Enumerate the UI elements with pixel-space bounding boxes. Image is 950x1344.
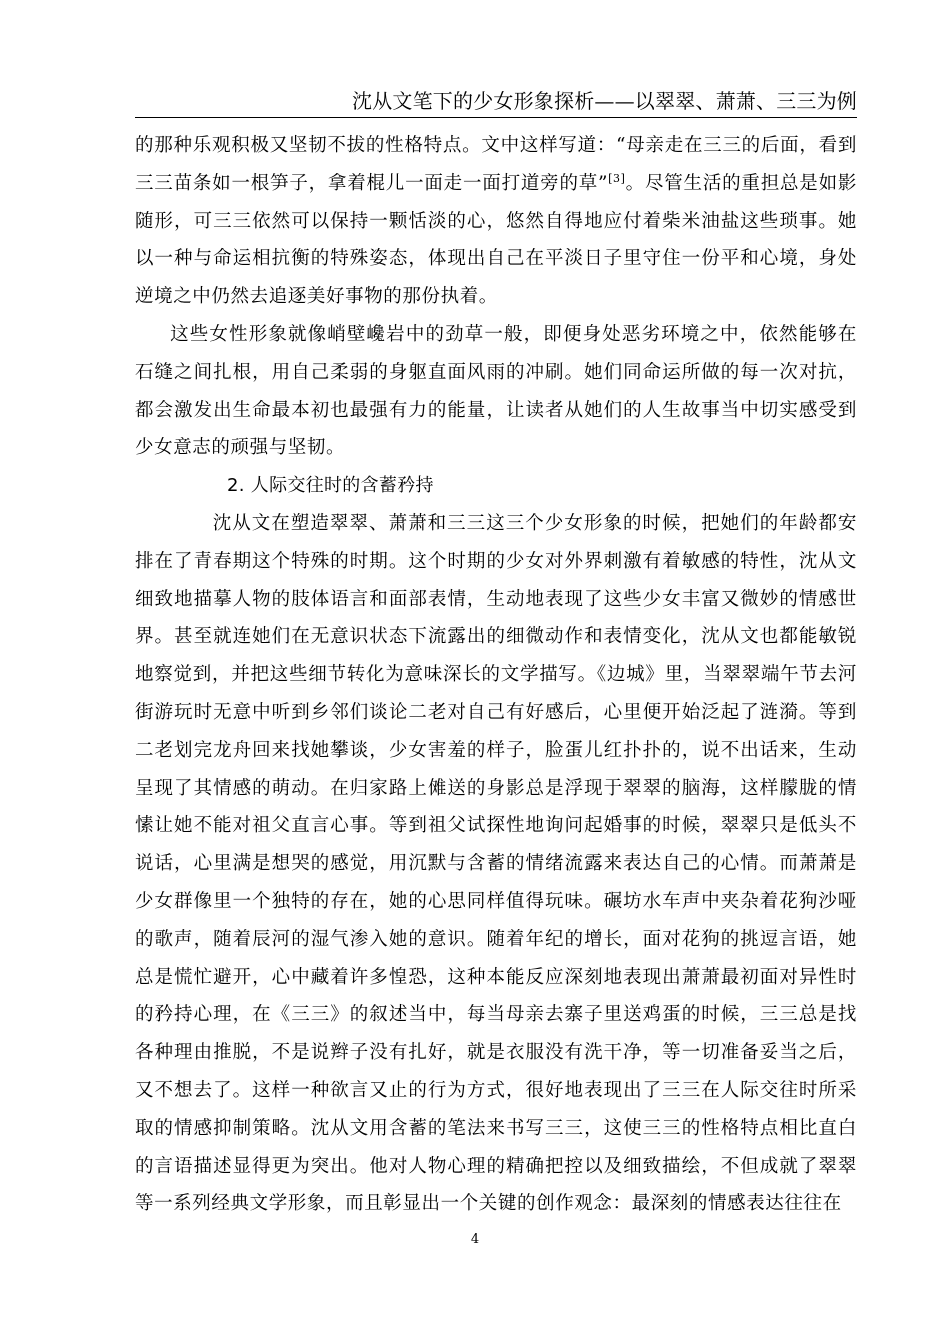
header-rule	[135, 117, 857, 118]
page-number: 4	[470, 1232, 480, 1247]
paragraph-text: 。尽管生活的重担总是如影随形，可三三依然可以保持一颗恬淡的心，悠然自得地应付着柴米油盐这些琐事。她以一种与命运相抗衡的特殊姿态，体现出自己在平淡日子里守住一份平和心境，身处逆境之中仍然去追逐美好事物的那份执着。	[135, 172, 857, 308]
paragraph-continuation	[135, 127, 857, 316]
paragraph-reserve: 沈从文在塑造翠翠、萧萧和三三这三个少女形象的时候，把她们的年龄都安排在了青春期这个特殊的时期。这个时期的少女对外界刺激有着敏感的特性，沈从文细致地描摹人物的肢体语言和面部表情，生动地表现了这些少女丰富又微妙的情感世界。甚至就连她们在无意识状态下流露出的细微动作和表情变化，沈从文也都能敏锐地察觉到，并把这些细节转化为意味深长的文学描写。《边城》里，当翠翠端午节去河街游玩时无意中听到乡邻们谈论二老对自己有好感后，心里便开始泛起了涟漪。等到二老划完龙舟回来找她攀谈，少女害羞的样子，脸蛋儿红扑扑的，说不出话来，生动呈现了其情感的萌动。在归家路上傩送的身影总是浮现于翠翠的脑海，这样朦胧的情愫让她不能对祖父直言心事。等到祖父试探性地询问起婚事的时候，翠翠只是低头不说话，心里满是想哭的感觉，用沉默与含蓄的情绪流露来表达自己的心情。而萧萧是少女群像里一个独特的存在，她的心思同样值得玩味。碾坊水车声中夹杂着花狗沙哑的歌声，随着辰河的湿气渗入她的意识。随着年纪的增长，面对花狗的挑逗言语，她总是慌忙避开，心中藏着许多惶恐，这种本能反应深刻地表现出萧萧最初面对异性时的矜持心理，在《三三》的叙述当中，每当母亲去寨子里送鸡蛋的时候，三三总是找各种理由推脱，不是说辫子没有扎好，就是衣服没有洗干净，等一切准备妥当之后，又不想去了。这样一种欲言又止的行为方式，很好地表现出了三三在人际交往时所采取的情感抑制策略。沈从文用含蓄的笔法来书写三三，这使三三的性格特点相比直白的言语描述显得更为突出。他对人物心理的精确把控以及细致描绘，不但成就了翠翠等一系列经典文学形象，而且彰显出一个关键的创作观念：最深刻的情感表达往往在	[135, 512, 857, 1215]
citation-marker: [3]	[608, 171, 626, 185]
section-heading: 2. 人际交往时的含蓄矜持	[227, 475, 434, 497]
running-header-title: 沈从文笔下的少女形象探析——以翠翠、萧萧、三三为例	[352, 89, 857, 113]
body-text	[135, 127, 857, 1223]
paragraph-grass-metaphor: 这些女性形象就像峭壁巉岩中的劲草一般，即便身处恶劣环境之中，依然能够在石缝之间扎根，用自己柔弱的身躯直面风雨的冲刷。她们同命运所做的每一次对抗，都会激发出生命最本初也最强有力的能量，让读者从她们的人生故事当中切实感受到少女意志的顽强与坚韧。	[135, 323, 857, 459]
paragraph-text: 的那种乐观积极又坚韧不拔的性格特点。文中这样写道：“母亲走在三三的后面，看到三三苗条如一根笋子，拿着棍儿一面走一面打道旁的草”	[135, 135, 857, 194]
